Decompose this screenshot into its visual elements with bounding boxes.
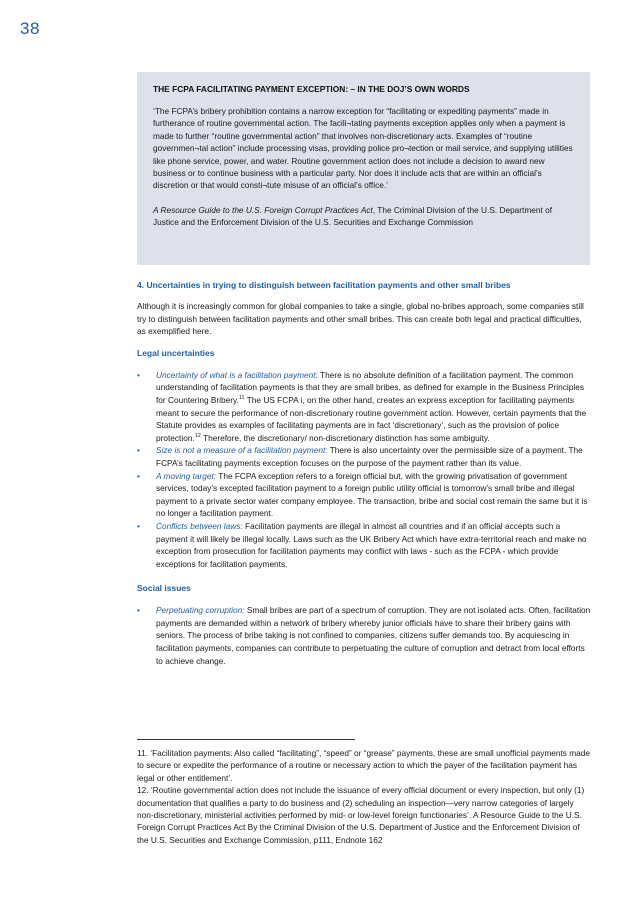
bullet-term: Size is not a measure of a facilitation payment: [156, 445, 328, 456]
bullet-text: There is no absolute definition of a facilitation payment. The common understanding of facilitation payments is that they are small bribes, as defined for example in the Business Principles for Countering Bribery. [156, 369, 584, 405]
list-item [137, 470, 592, 520]
footnote-divider [137, 739, 355, 740]
social-bullet-list [137, 604, 592, 667]
bullet-term: Perpetuating corruption: [156, 605, 245, 616]
footnotes [137, 747, 592, 846]
source-title: A Resource Guide to the U.S. Foreign Corrupt Practices Act [153, 204, 373, 215]
list-item [137, 520, 592, 570]
page-number: 38 [20, 19, 40, 38]
bullet-icon: • [137, 470, 140, 481]
intro-paragraph: Although it is increasingly common for global companies to take a single, global no-bribes approach, some companies still try to distinguish between facilitation payments and other small bribes. This can create both legal and practical difficulties, as exemplified here. [137, 301, 584, 337]
bullet-text: Small bribes are part of a spectrum of corruption. They are not isolated acts. Often, facilitation payments are demanded within a network of bribery whereby junior officials have to share their bribery gains with seniors. The process of bribe taking is not confined to companies, citizens suffer demands too. By acquiescing in facilitation payments, companies can contribute to perpetuating the culture of corruption and detract from local efforts to achieve change. [156, 605, 591, 666]
list-item [137, 604, 592, 667]
source-details: , The Criminal Division of the U.S. Department of Justice and the Enforcement Division of the U.S. Securities and Exchange Commission [153, 204, 553, 228]
bullet-icon: • [137, 605, 140, 616]
bullet-text: The FCPA exception refers to a foreign official but, with the growing privatisation of government services, today’s excepted facilitation payment to a foreign public utility official is tomorrow’s small bribe and illegal payment to a private sector water company employee. The transaction, bribe and social cost remain the same but it is no longer a facilitation payment. [156, 470, 588, 519]
bullet-text: There is also uncertainty over the permissible size of a payment. The FCPA’s facilitating payments exception focuses on the purpose of the payment rather than its value. [156, 445, 583, 468]
box-quote: ‘The FCPA’s bribery prohibition contains a narrow exception for “facilitating or expediting payments” made in furtherance of routine governmental action. The facili¬tating payments exception applies only when a payment is made to further “routine governmental action” that involves non-discretionary acts. Examples of “routine governmen¬tal action” include processing visas, providing police pro¬tection or mail service, and supplying utilities like phone service, power, and water. Routine government action does not include a decision to award new business or to continue business with a particular party. Nor does it include acts that are within an official’s discretion or that would consti¬tute misuse of an official’s office.’ [153, 106, 573, 191]
list-item [137, 369, 592, 445]
bullet-text: The US FCPA i, on the other hand, creates an express exception for facilitating payments meant to secure the performance of non-discretionary routine government action. However, certain payments that the Statute provides as examples of facilitating payments are in fact ‘discretionary’, such as the provision of police protection. [156, 394, 587, 443]
legal-heading: Legal uncertainties [137, 347, 215, 358]
bullet-term: A moving target: [156, 470, 217, 481]
bullet-text: Therefore, the discretionary/ non-discretionary distinction has some ambiguity. [200, 432, 490, 443]
footnote: 11. ‘Facilitation payments: Also called “facilitating”, “speed” or “grease” payments, these are small unofficial payments made to secure or expedite the performance of a routine or necessary action to which the payer of the facilitation payment has legal or other entitlement’. [137, 748, 591, 783]
doj-quote-box [137, 72, 590, 265]
box-source [153, 204, 574, 229]
section-heading: 4. Uncertainties in trying to distinguish between facilitation payments and other small bribes [137, 280, 511, 290]
footnote-ref: 12 [194, 432, 201, 439]
list-item [137, 444, 592, 469]
bullet-icon: • [137, 369, 140, 380]
bullet-icon: • [137, 445, 140, 456]
box-title: THE FCPA FACILITATING PAYMENT EXCEPTION: – IN THE DOJ’S OWN WORDS [153, 84, 470, 94]
bullet-icon: • [137, 520, 140, 531]
bullet-term: Conflicts between laws: [156, 520, 243, 531]
footnote: 12. ‘Routine governmental action does not include the issuance of every official document or every inspection, but only (1) documentation that qualifies a party to do business and (2) scheduling an inspection—very narrow categories of largely non-discretionary, ministerial activities performed by mid- or low-level foreign functionaries’. A Resource Guide to the U.S. Foreign Corrupt Practices Act By the Criminal Division of the U.S. Department of Justice and the Enforcement Division of the U.S. Securities and Exchange Commission, p111, Endnote 162 [137, 785, 585, 845]
bullet-term: Uncertainty of what is a facilitation payment: [156, 369, 318, 380]
main-content [137, 279, 592, 667]
social-heading: Social issues [137, 583, 191, 594]
footnote-ref: 11 [238, 395, 245, 402]
legal-bullet-list [137, 369, 592, 571]
bullet-text: Facilitation payments are illegal in almost all countries and if an official accepts such a payment it will likely be illegal locally. Laws such as the UK Bribery Act which have extra-territorial reach and make no exception from prosecution for facilitation payments may conflict with laws - such as the FCPA - which provide exceptions for facilitation payments. [156, 520, 587, 569]
